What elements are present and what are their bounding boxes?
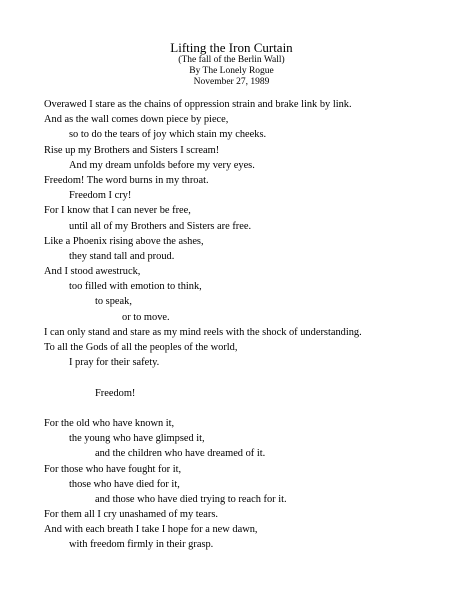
poem-line: For those who have fought for it,: [44, 463, 182, 475]
poem-line: I can only stand and stare as my mind reels with the shock of understanding.: [44, 326, 362, 338]
poem-line: the young who have glimpsed it,: [69, 433, 205, 445]
poem-line: to speak,: [95, 296, 132, 308]
poem-line: And with each breath I take I hope for a new dawn,: [44, 524, 258, 536]
poem-line: so to do the tears of joy which stain my cheeks.: [69, 129, 267, 141]
poem-author: By The Lonely Rogue: [189, 66, 274, 76]
poem-header: [0, 40, 463, 88]
poem-line: For I know that I can never be free,: [44, 205, 191, 217]
poem-line: For the old who have known it,: [44, 417, 175, 429]
poem-line: or to move.: [122, 311, 170, 323]
poem-line: Freedom I cry!: [69, 190, 132, 202]
poem-line: For them all I cry unashamed of my tears.: [44, 509, 218, 521]
poem-line: and the children who have dreamed of it.: [95, 448, 266, 460]
poem-line: too filled with emotion to think,: [69, 281, 202, 293]
poem-line: with freedom firmly in their grasp.: [69, 539, 214, 551]
poem-line: Like a Phoenix rising above the ashes,: [44, 235, 204, 247]
poem-line: Rise up my Brothers and Sisters I scream!: [44, 144, 220, 156]
poem-line: and those who have died trying to reach for it.: [95, 493, 287, 505]
poem-line: Overawed I stare as the chains of oppression strain and brake link by link.: [44, 99, 352, 110]
poem-line: And my dream unfolds before my very eyes.: [69, 159, 255, 171]
poem-title: Lifting the Iron Curtain: [170, 40, 293, 55]
stanza-break: [44, 401, 444, 416]
poem-line: I pray for their safety.: [69, 357, 160, 369]
poem-line: And as the wall comes down piece by piece,: [44, 114, 229, 126]
poem-date: November 27, 1989: [193, 77, 270, 87]
poem-body: [44, 97, 444, 553]
poem-line: Freedom!: [95, 387, 136, 399]
stanza-break: [44, 370, 444, 385]
poem-line: Freedom! The word burns in my throat.: [44, 174, 209, 186]
poem-line: And I stood awestruck,: [44, 266, 141, 278]
poem-line: To all the Gods of all the peoples of the world,: [44, 342, 238, 353]
poem-line: those who have died for it,: [69, 478, 180, 490]
poem-subtitle: (The fall of the Berlin Wall): [178, 55, 285, 65]
poem-line: they stand tall and proud.: [69, 250, 175, 262]
poem-line: until all of my Brothers and Sisters are free.: [69, 220, 252, 232]
